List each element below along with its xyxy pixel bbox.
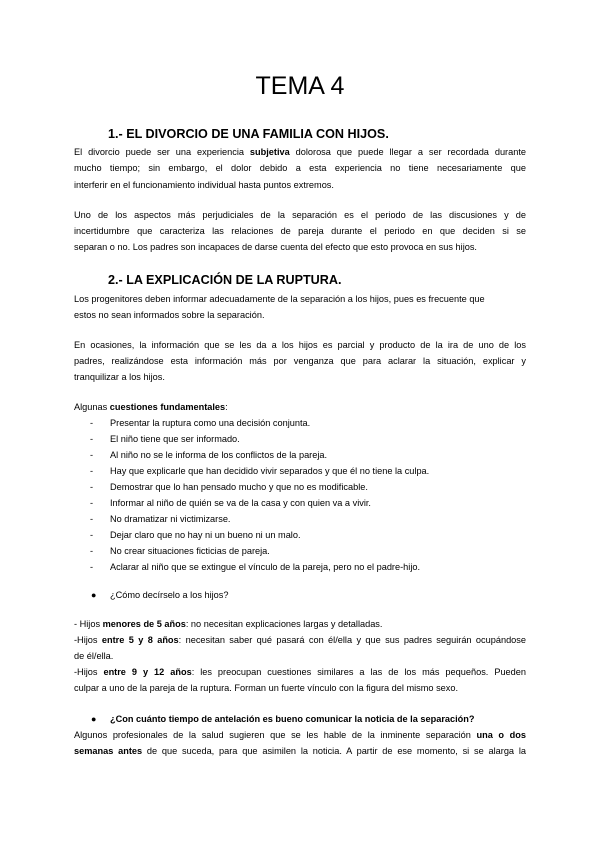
dash-marker: - <box>90 514 94 524</box>
questions-label: Algunas cuestiones fundamentales: <box>74 402 228 412</box>
section-2-heading: 2.- LA EXPLICACIÓN DE LA RUPTURA. <box>108 273 342 287</box>
section-1-heading: 1.- EL DIVORCIO DE UNA FAMILIA CON HIJOS. <box>108 127 389 141</box>
dash-marker: - <box>90 482 94 492</box>
dash-marker: - <box>90 466 94 476</box>
age-group-9-to-12: -Hijos entre 9 y 12 años: les preocupan cuestiones similares a las de los más pequeños. Pueden <box>74 667 526 677</box>
list-item: No dramatizar ni victimizarse. <box>110 514 231 524</box>
dash-marker: - <box>90 530 94 540</box>
paragraph-4-line-3: tranquilizar a los hijos. <box>74 372 165 382</box>
age-group-5-to-8: -Hijos entre 5 y 8 años: necesitan saber qué pasará con él/ella y que sus padres seguirán ocupándose <box>74 635 526 645</box>
paragraph-2-line-2: incertidumbre que caracteriza las relaciones de pareja durante el periodo en que deciden si se <box>74 226 526 236</box>
list-item: El niño tiene que ser informado. <box>110 434 240 444</box>
paragraph-1-line-3: interferir en el funcionamiento individual hasta puntos extremos. <box>74 180 334 190</box>
question-how-to-tell: ¿Cómo decírselo a los hijos? <box>110 590 229 600</box>
list-item: Al niño no se le informa de los conflictos de la pareja. <box>110 450 328 460</box>
paragraph-4-line-2: padres, realizándose esta información más por venganza que para aclarar la situación, explicar y <box>74 356 526 366</box>
bullet-icon: ● <box>91 714 97 724</box>
age-group-5-to-8-line-2: de él/ella. <box>74 651 114 661</box>
age-group-under-5: - Hijos menores de 5 años: no necesitan explicaciones largas y detalladas. <box>74 619 383 629</box>
paragraph-2-line-3: separan o no. Los padres son incapaces de darse cuenta del efecto que esto provoca en sus hijos. <box>74 242 477 252</box>
dash-marker: - <box>90 450 94 460</box>
paragraph-1-line-1: El divorcio puede ser una experiencia subjetiva dolorosa que puede llegar a ser recordada durante <box>74 147 526 157</box>
paragraph-3-line-1: Los progenitores deben informar adecuadamente de la separación a los hijos, pues es frecuente que <box>74 294 485 304</box>
list-item: Dejar claro que no hay ni un bueno ni un malo. <box>110 530 301 540</box>
dash-marker: - <box>90 498 94 508</box>
list-item: No crear situaciones ficticias de pareja. <box>110 546 270 556</box>
last-paragraph-line-1: Algunos profesionales de la salud sugieren que se les hable de la inminente separación una o dos <box>74 730 526 740</box>
dash-marker: - <box>90 434 94 444</box>
age-group-9-to-12-line-2: culpar a uno de la pareja de la ruptura. Forman un fuerte vínculo con la figura del mismo sexo. <box>74 683 459 693</box>
paragraph-2-line-1: Uno de los aspectos más perjudiciales de la separación es el periodo de las discusiones y de <box>74 210 526 220</box>
page-title: TEMA 4 <box>255 72 345 100</box>
bullet-icon: ● <box>91 590 97 600</box>
dash-marker: - <box>90 562 94 572</box>
paragraph-3-line-2: estos no sean informados sobre la separación. <box>74 310 265 320</box>
last-paragraph-line-2: semanas antes de que suceda, para que asimilen la noticia. A partir de ese momento, si se alarga la <box>74 746 526 756</box>
paragraph-4-line-1: En ocasiones, la información que se les da a los hijos es parcial y producto de la ira de uno de los <box>74 340 526 350</box>
dash-marker: - <box>90 418 94 428</box>
list-item: Informar al niño de quién se va de la casa y con quien va a vivir. <box>110 498 371 508</box>
paragraph-1-line-2: mucho tiempo; sin embargo, el dolor debido a esta experiencia no tiene necesariamente que <box>74 163 526 173</box>
list-item: Presentar la ruptura como una decisión conjunta. <box>110 418 311 428</box>
list-item: Demostrar que lo han pensado mucho y que no es modificable. <box>110 482 368 492</box>
list-item: Aclarar al niño que se extingue el vínculo de la pareja, pero no el padre-hijo. <box>110 562 421 572</box>
list-item: Hay que explicarle que han decidido vivir separados y que él no tiene la culpa. <box>110 466 430 476</box>
dash-marker: - <box>90 546 94 556</box>
question-how-much-time: ¿Con cuánto tiempo de antelación es bueno comunicar la noticia de la separación? <box>110 714 475 724</box>
